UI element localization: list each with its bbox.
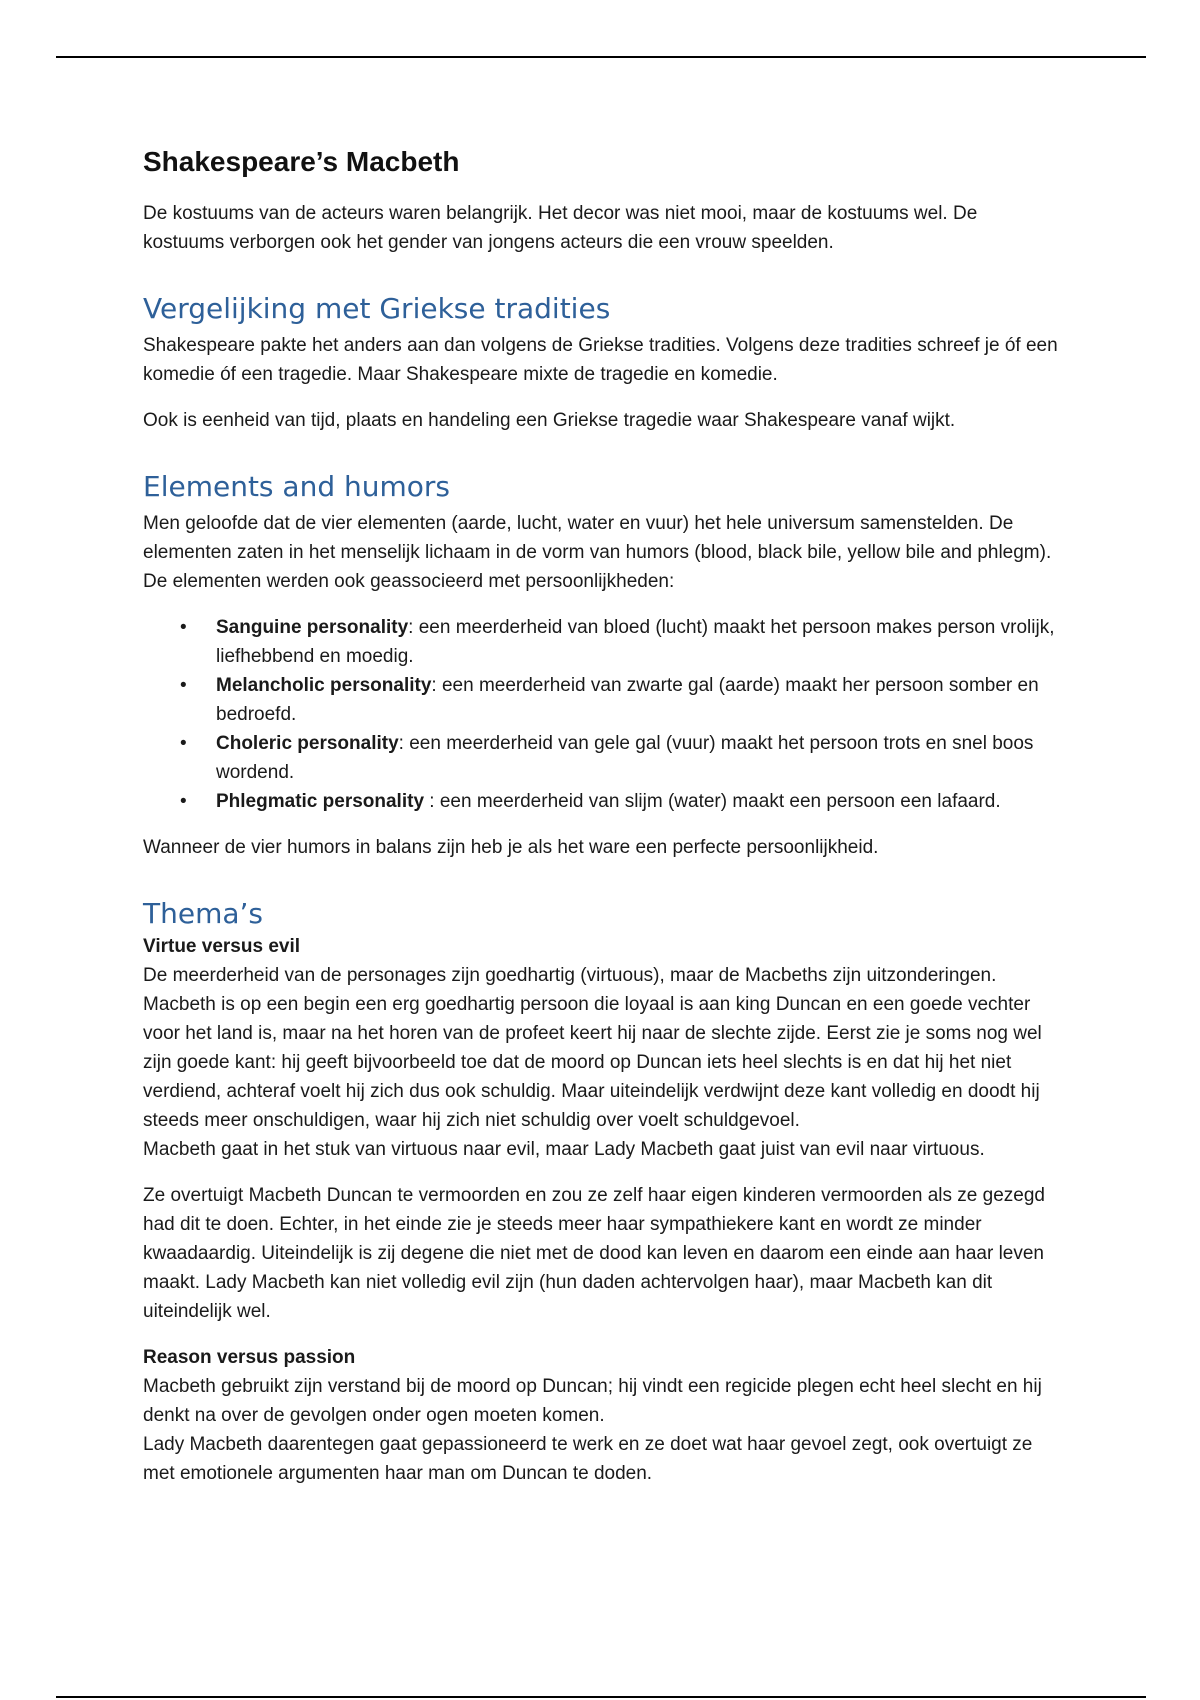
virtue-paragraph-1: De meerderheid van de personages zijn goedhartig (virtuous), maar de Macbeths zijn uitzonderingen. Macbeth is op een begin een erg goedhartig persoon die loyaal is aan king Duncan en een goede vechter voor het land is, maar na het horen van de profeet keert hij naar de slechte zijde. Eerst zie je soms nog wel zijn goede kant: hij geeft bijvoorbeeld toe dat de moord op Duncan iets heel slechts is en dat hij het niet verdiend, achteraf voelt hij zich dus ook schuldig. Maar uiteindelijk verdwijnt deze kant volledig en doodt hij steeds meer onschuldigen, waar hij zich niet schuldig over voelt schuldgevoel. <box>143 965 1042 1131</box>
elements-intro-paragraph: Men geloofde dat de vier elementen (aarde, lucht, water en vuur) het hele universum samenstelden. De elementen zaten in het menselijk lichaam in de vorm van humors (blood, black bile, yellow bile and phlegm). De elementen werden ook geassocieerd met persoonlijkheden: <box>143 513 1052 592</box>
virtue-block <box>143 932 1063 1164</box>
header-rule <box>56 56 1146 58</box>
reason-paragraph-1: Macbeth gebruikt zijn verstand bij de moord op Duncan; hij vindt een regicide plegen echt heel slecht en hij denkt na over de gevolgen onder ogen moeten komen. <box>143 1376 1042 1426</box>
list-item <box>180 671 1063 729</box>
intro-paragraph: De kostuums van de acteurs waren belangrijk. Het decor was niet mooi, maar de kostuums wel. De kostuums verborgen ook het gender van jongens acteurs die een vrouw speelden. <box>143 203 978 253</box>
document-body <box>143 142 1063 1505</box>
greek-paragraph-2: Ook is eenheid van tijd, plaats en handeling een Griekse tragedie waar Shakespeare vanaf wijkt. <box>143 410 956 431</box>
list-item <box>180 787 1063 816</box>
humor-description: : een meerderheid van slijm (water) maakt een persoon een lafaard. <box>424 791 1001 812</box>
reason-block <box>143 1343 1063 1488</box>
bullet-icon: • <box>180 617 187 638</box>
humor-term: Choleric personality <box>216 733 399 754</box>
humor-term: Sanguine personality <box>216 617 409 638</box>
section-heading-greek: Vergelijking met Griekse tradities <box>143 292 611 325</box>
subheading-reason: Reason versus passion <box>143 1347 356 1368</box>
virtue-paragraph-2: Macbeth gaat in het stuk van virtuous naar evil, maar Lady Macbeth gaat juist van evil naar virtuous. <box>143 1139 985 1160</box>
document-title: Shakespeare’s Macbeth <box>143 146 460 177</box>
subheading-virtue: Virtue versus evil <box>143 936 301 957</box>
bullet-icon: • <box>180 733 187 754</box>
humor-term: Phlegmatic personality <box>216 791 425 812</box>
elements-outro-paragraph: Wanneer de vier humors in balans zijn heb je als het ware een perfecte persoonlijkheid. <box>143 837 879 858</box>
section-heading-themes: Thema’s <box>143 897 263 930</box>
footer-rule <box>56 1696 1146 1698</box>
section-heading-elements: Elements and humors <box>143 470 450 503</box>
reason-paragraph-2: Lady Macbeth daarentegen gaat gepassioneerd te werk en ze doet wat haar gevoel zegt, ook overtuigt ze met emotionele argumenten haar man om Duncan te doden. <box>143 1434 1033 1484</box>
humors-list <box>143 613 1063 816</box>
bullet-icon: • <box>180 675 187 696</box>
humor-description: : een meerderheid van bloed (lucht) maakt het persoon makes person vrolijk, liefhebbend en moedig. <box>216 617 1055 667</box>
list-item <box>180 613 1063 671</box>
greek-paragraph-1: Shakespeare pakte het anders aan dan volgens de Griekse tradities. Volgens deze tradities schreef je óf een komedie óf een tragedie. Maar Shakespeare mixte de tragedie en komedie. <box>143 335 1058 385</box>
list-item <box>180 729 1063 787</box>
humor-description: : een meerderheid van zwarte gal (aarde) maakt her persoon somber en bedroefd. <box>216 675 1039 725</box>
virtue-paragraph-3: Ze overtuigt Macbeth Duncan te vermoorden en zou ze zelf haar eigen kinderen vermoorden als ze gezegd had dit te doen. Echter, in het einde zie je steeds meer haar sympathiekere kant en wordt ze minder kwaadaardig. Uiteindelijk is zij degene die niet met de dood kan leven en daarom een einde aan haar leven maakt. Lady Macbeth kan niet volledig evil zijn (hun daden achtervolgen haar), maar Macbeth kan dit uiteindelijk wel. <box>143 1185 1045 1322</box>
humor-description: : een meerderheid van gele gal (vuur) maakt het persoon trots en snel boos wordend. <box>216 733 1034 783</box>
bullet-icon: • <box>180 791 187 812</box>
humor-term: Melancholic personality <box>216 675 432 696</box>
